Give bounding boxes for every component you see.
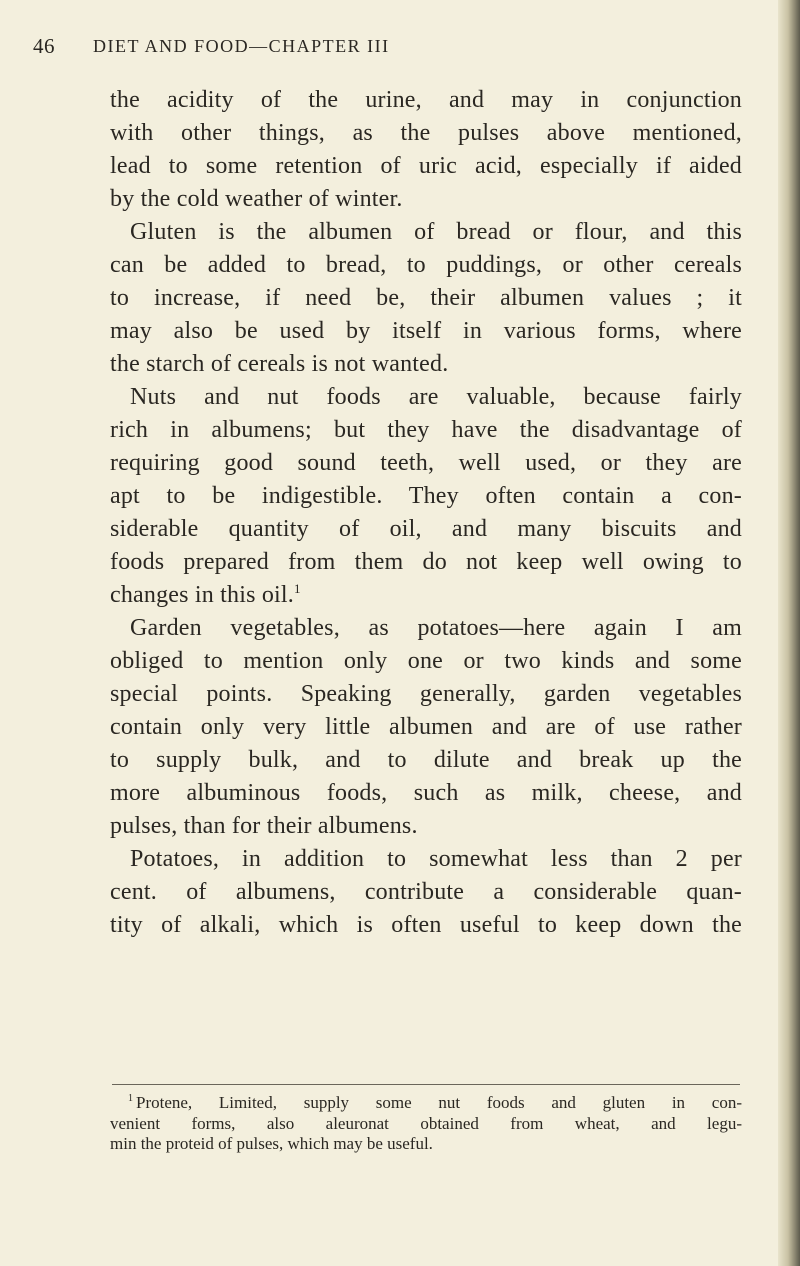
text-line: the starch of cereals is not wanted. (110, 351, 449, 377)
text-line: by the cold weather of winter. (110, 186, 403, 212)
text-line: special points. Speaking generally, garden vegetables (110, 681, 742, 707)
text-line: contain only very little albumen and are of use rather (110, 714, 742, 740)
text-line: siderable quantity of oil, and many biscuits and (110, 516, 742, 542)
text-line: can be added to bread, to puddings, or other cereals (110, 252, 742, 278)
text-line: more albuminous foods, such as milk, cheese, and (110, 780, 742, 806)
text-line: changes in this oil. (110, 582, 294, 608)
footnote-line: min the proteid of pulses, which may be useful. (110, 1134, 433, 1153)
text-line: tity of alkali, which is often useful to keep down the (110, 912, 742, 938)
footnote-marker: 1 (128, 1093, 133, 1105)
footnote-line (110, 1093, 742, 1114)
text-line: lead to some retention of uric acid, especially if aided (110, 153, 742, 179)
footnote (110, 1093, 742, 1155)
text-line: may also be used by itself in various forms, where (110, 318, 742, 344)
text-line: the acidity of the urine, and may in conjunction (110, 87, 742, 113)
body-text (110, 84, 742, 942)
text-line: foods prepared from them do not keep well owing to (110, 549, 742, 575)
text-line: cent. of albumens, contribute a considerable quan- (110, 879, 742, 905)
text-line: Potatoes, in addition to somewhat less than 2 per (130, 846, 742, 872)
page-header (33, 34, 753, 64)
page-number: 46 (33, 34, 55, 58)
text-line: Gluten is the albumen of bread or flour, and this (130, 219, 742, 245)
footnote-text: Protene, Limited, supply some nut foods and gluten in con- (136, 1093, 742, 1112)
text-line: to increase, if need be, their albumen values ; it (110, 285, 742, 311)
footnote-divider (112, 1084, 740, 1085)
text-line: pulses, than for their albumens. (110, 813, 418, 839)
text-line: requiring good sound teeth, well used, or they are (110, 450, 742, 476)
page-edge-shadow (778, 0, 800, 1266)
text-line: obliged to mention only one or two kinds and some (110, 648, 742, 674)
footnote-reference: 1 (293, 581, 301, 596)
text-line: Nuts and nut foods are valuable, because fairly (130, 384, 742, 410)
text-line: rich in albumens; but they have the disadvantage of (110, 417, 742, 443)
text-line-with-footnote-ref (110, 579, 742, 612)
text-line: apt to be indigestible. They often contain a con- (110, 483, 742, 509)
text-line: with other things, as the pulses above mentioned, (110, 120, 742, 146)
running-head: DIET AND FOOD—CHAPTER III (93, 36, 390, 56)
text-line: to supply bulk, and to dilute and break up the (110, 747, 742, 773)
text-line: Garden vegetables, as potatoes—here again I am (130, 615, 742, 641)
footnote-line: venient forms, also aleuronat obtained from wheat, and legu- (110, 1113, 742, 1133)
